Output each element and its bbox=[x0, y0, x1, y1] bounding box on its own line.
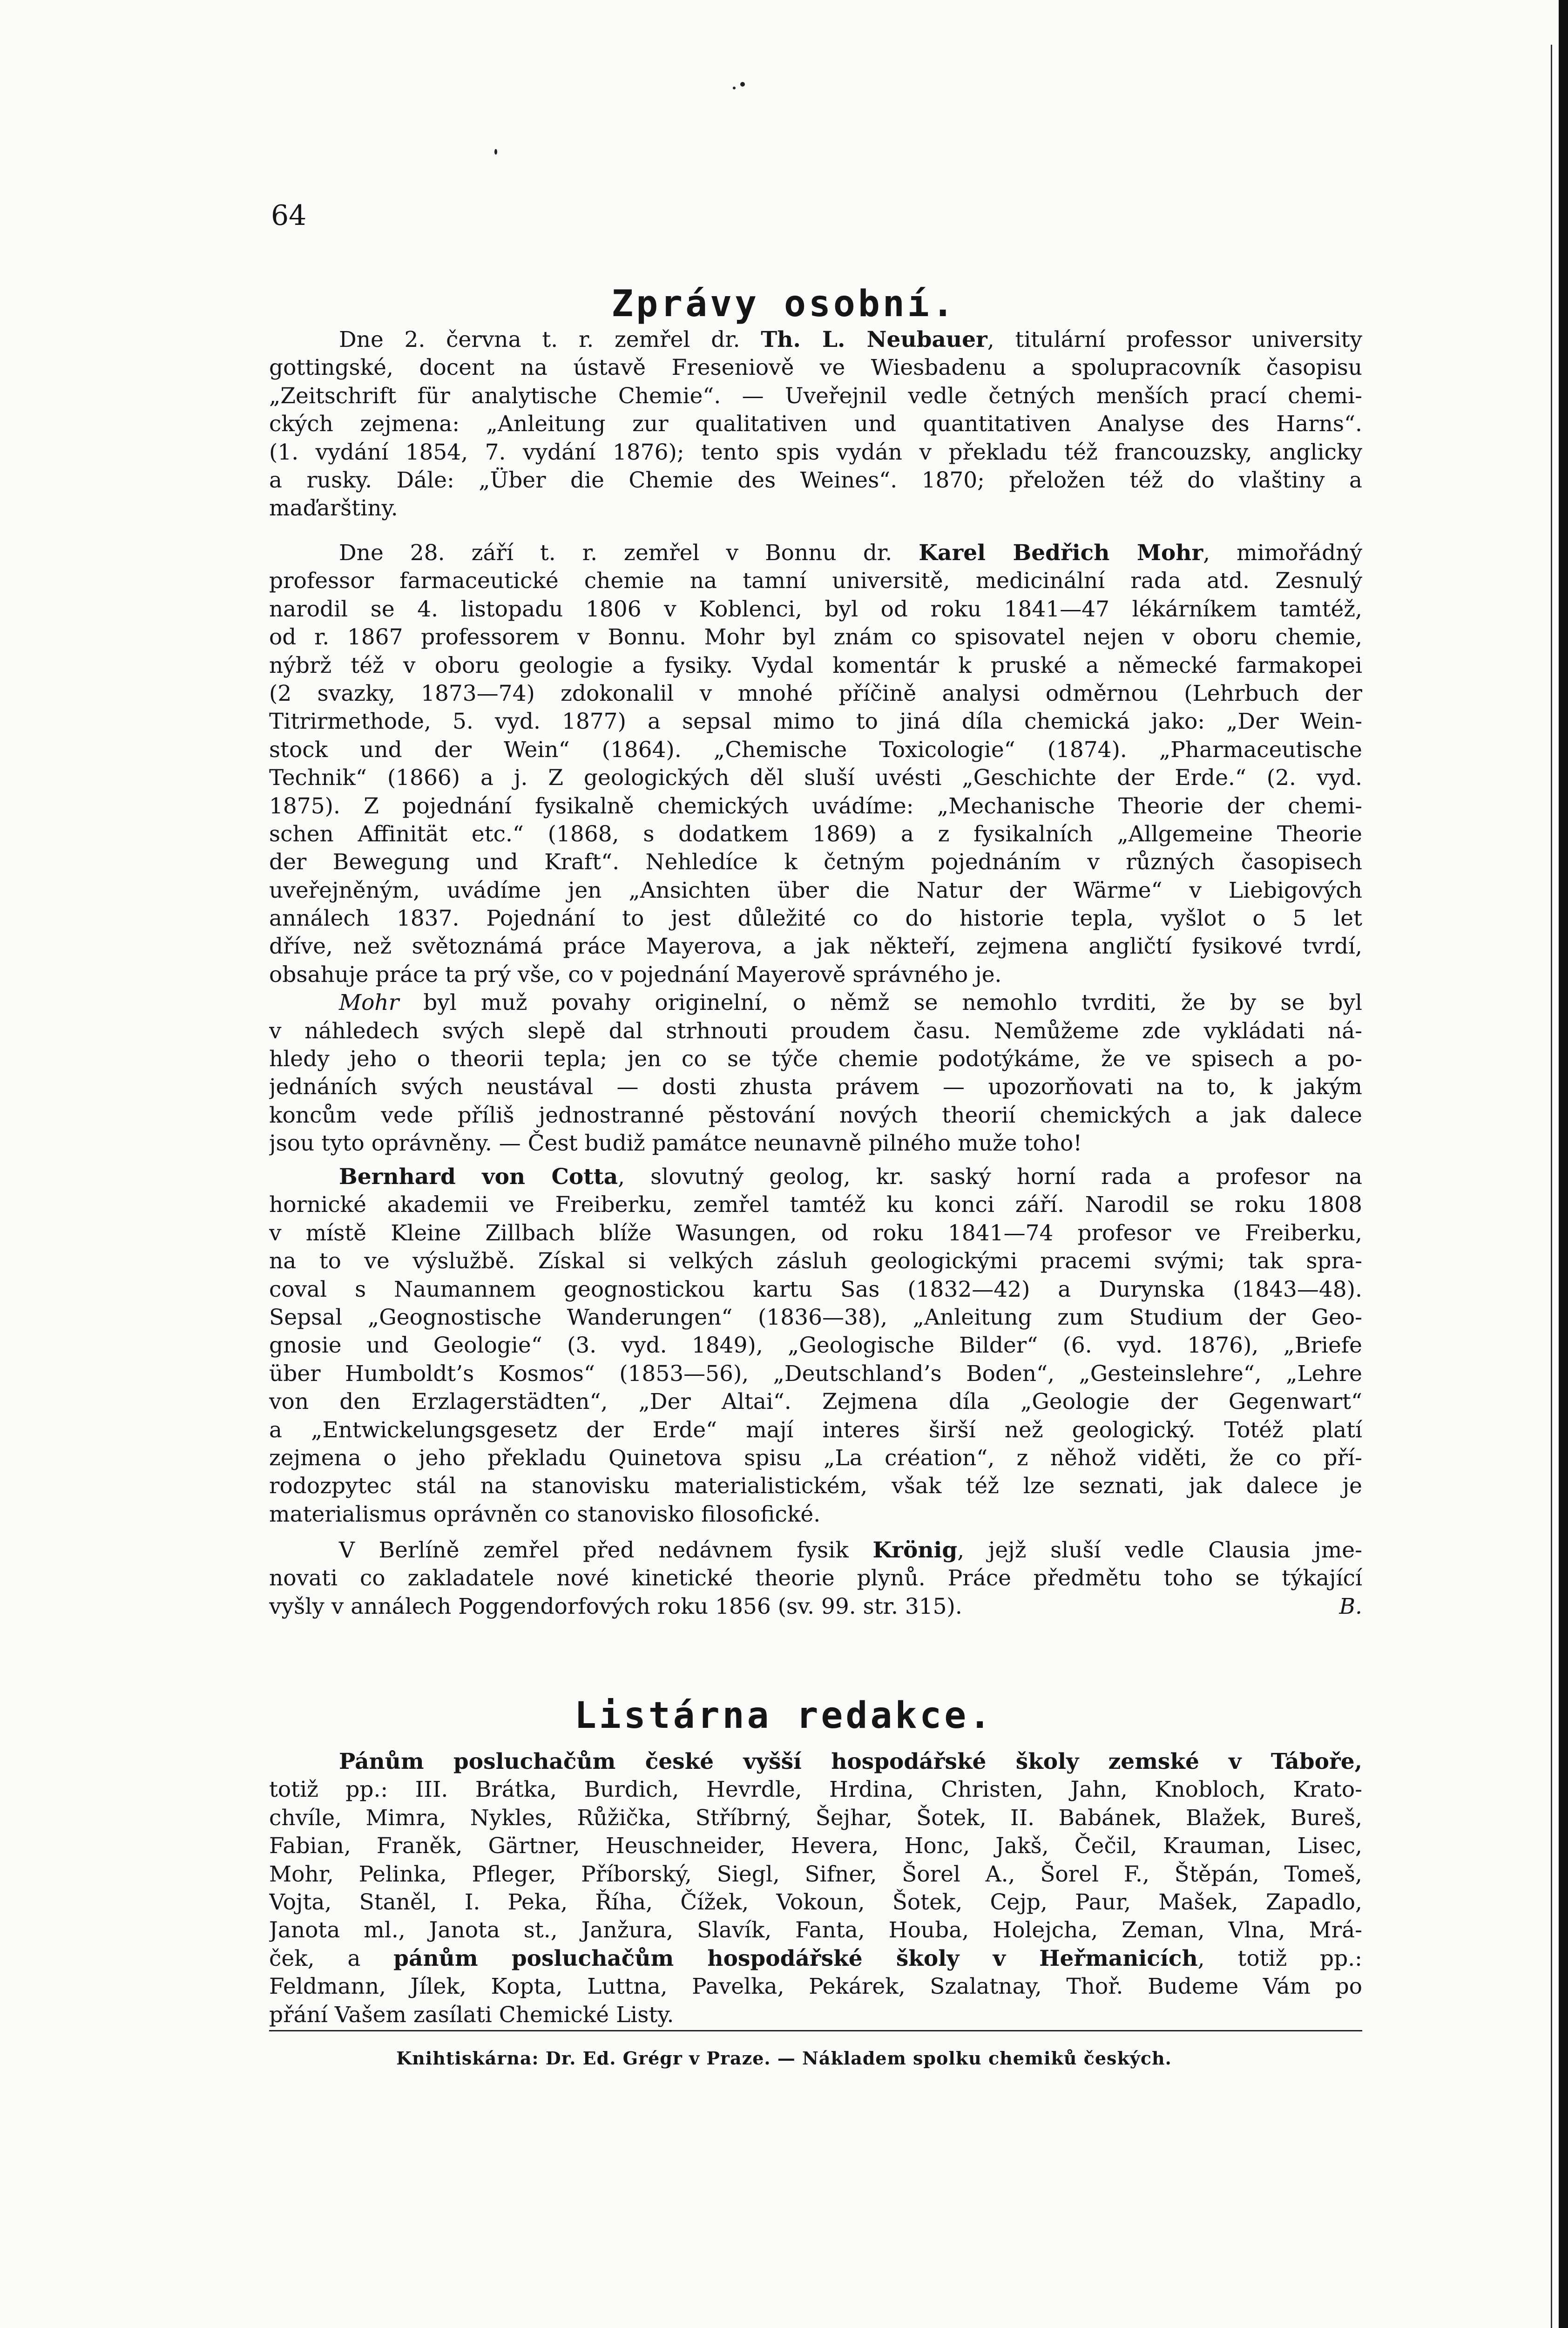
text-line: (1. vydání 1854, 7. vydání 1876); tento spis vydán v překladu též francouzsky, anglicky bbox=[269, 439, 1362, 465]
text-line: gnosie und Geologie“ (3. vyd. 1849), „Geologische Bilder“ (6. vyd. 1876), „Briefe bbox=[269, 1333, 1362, 1359]
dust-speck bbox=[740, 82, 745, 87]
text-line: přání Vašem zasílati Chemické Listy. bbox=[269, 2002, 674, 2028]
text-line: narodil se 4. listopadu 1806 v Koblenci, byl od roku 1841—47 lékárníkem tamtéž, bbox=[269, 596, 1362, 622]
text-line: chvíle, Mimra, Nykles, Růžička, Stříbrný, Šejhar, Šotek, II. Babánek, Blažek, Bureš, bbox=[269, 1805, 1362, 1831]
text-line: von den Erzlagerstädten“, „Der Altai“. Zejmena díla „Geologie der Gegenwart“ bbox=[269, 1389, 1362, 1415]
text-line: Feldmann, Jílek, Kopta, Luttna, Pavelka, Pekárek, Szalatnay, Thoř. Budeme Vám po bbox=[269, 1974, 1362, 2000]
text-line: ckých zejmena: „Anleitung zur qualitativen und quantitativen Analyse des Harns“. bbox=[269, 411, 1362, 437]
dust-speck bbox=[494, 149, 497, 155]
text-line: Janota ml., Janota st., Janžura, Slavík, Fanta, Houba, Holejcha, Zeman, Vlna, Mrá- bbox=[269, 1917, 1362, 1943]
text-line: a rusky. Dále: „Über die Chemie des Weines“. 1870; přeložen též do vlaštiny a bbox=[269, 467, 1362, 493]
text-line: obsahuje práce ta prý vše, co v pojednání Mayerově správného je. bbox=[269, 961, 1002, 988]
paragraph-kronig bbox=[269, 1536, 1362, 1621]
text-line: coval s Naumannem geognostickou kartu Sas (1832—42) a Durynska (1843—48). bbox=[269, 1276, 1362, 1302]
paragraph-neubauer bbox=[269, 326, 1362, 523]
person-name: Th. L. Neubauer bbox=[761, 327, 987, 352]
person-name: Krönig bbox=[872, 1537, 958, 1563]
text-line: gottingské, docent na ústavě Freseniově ve Wiesbadenu a spolupracovník časopisu bbox=[269, 355, 1362, 381]
text-line: vyšly v annálech Poggendorfových roku 1856 (sv. 99. str. 315). B. bbox=[269, 1593, 1362, 1621]
text-line: totiž pp.: III. Brátka, Burdich, Hevrdle, Hrdina, Christen, Jahn, Knobloch, Krato- bbox=[269, 1777, 1362, 1803]
text-line: Mohr, Pelinka, Pfleger, Příborský, Siegl, Sifner, Šorel A., Šorel F., Štěpán, Tomeš, bbox=[269, 1861, 1362, 1887]
text-line: über Humboldt’s Kosmos“ (1853—56), „Deutschland’s Boden“, „Gesteinslehre“, „Lehre bbox=[269, 1360, 1362, 1387]
text-line: maďarštiny. bbox=[269, 495, 398, 521]
text-line: Technik“ (1866) a j. Z geologických děl sluší uvésti „Geschichte der Erde.“ (2. vyd. bbox=[269, 765, 1362, 791]
text-line: Pánům posluchačům české vyšší hospodářské školy zemské v Táboře, bbox=[339, 1749, 1362, 1774]
text-line: 1875). Z pojednání fysikalně chemických uvádíme: „Mechanische Theorie der chemi- bbox=[269, 793, 1362, 819]
text-line: Bernhard von Cotta, slovutný geolog, kr. saský horní rada a profesor na bbox=[339, 1164, 1362, 1190]
text-line: Vojta, Staněl, I. Peka, Říha, Čížek, Vokoun, Šotek, Cejp, Paur, Mašek, Zapadlo, bbox=[269, 1889, 1362, 1915]
text-line: uveřejněným, uvádíme jen „Ansichten über die Natur der Wärme“ v Liebigových bbox=[269, 877, 1362, 903]
text-line: ček, a pánům posluchačům hospodářské školy v Heřmanicích, totiž pp.: bbox=[269, 1945, 1362, 1971]
page-edge-line bbox=[1551, 45, 1552, 2328]
text-line: a „Entwickelungsgesetz der Erde“ mají interes širší než geologický. Totéž platí bbox=[269, 1417, 1362, 1443]
signature: B. bbox=[1339, 1593, 1362, 1619]
person-name: Bernhard von Cotta bbox=[339, 1164, 618, 1190]
person-name: Karel Bedřich Mohr bbox=[919, 540, 1203, 566]
text-line: nýbrž též v oboru geologie a fysiky. Vydal komentár k pruské a německé farmakopei bbox=[269, 652, 1362, 678]
text-line: Dne 2. června t. r. zemřel dr. Th. L. Neubauer, titulární professor university bbox=[339, 327, 1362, 352]
text-line: Sepsal „Geognostische Wanderungen“ (1836—38), „Anleitung zum Studium der Geo- bbox=[269, 1304, 1362, 1330]
paragraph-letters bbox=[269, 1748, 1362, 2029]
paragraph-mohr bbox=[269, 539, 1362, 1158]
text-line: hledy jeho o theorii tepla; jen co se týče chemie podotýkáme, že ve spisech a po- bbox=[269, 1046, 1362, 1072]
text-line: od r. 1867 professorem v Bonnu. Mohr byl znám co spisovatel nejen v oboru chemie, bbox=[269, 624, 1362, 650]
text-line: v náhledech svých slepě dal strhnouti proudem času. Nemůžeme zde vykládati ná- bbox=[269, 1018, 1362, 1044]
text-line: rodozpytec stál na stanovisku materialistickém, však též lze seznati, jak dalece je bbox=[269, 1473, 1362, 1499]
text-line: „Zeitschrift für analytische Chemie“. — Uveřejnil vedle četných menších prací chemi- bbox=[269, 383, 1362, 409]
text-line: Fabian, Franěk, Gärtner, Heuschneider, Hevera, Honc, Jakš, Čečil, Krauman, Lisec, bbox=[269, 1833, 1362, 1859]
paragraph-cotta bbox=[269, 1163, 1362, 1529]
text-line: na to ve výslužbě. Získal si velkých zásluh geologickými pracemi svými; tak spra- bbox=[269, 1248, 1362, 1274]
text-line: Titrirmethode, 5. vyd. 1877) a sepsal mimo to jiná díla chemická jako: „Der Wein- bbox=[269, 709, 1362, 735]
text-line: zejmena o jeho překladu Quinetova spisu „La création“, z něhož viděti, že co pří- bbox=[269, 1445, 1362, 1471]
section-heading-letters: Listárna redakce. bbox=[574, 1695, 994, 1737]
text-line: stock und der Wein“ (1864). „Chemische Toxicologie“ (1874). „Pharmaceutische bbox=[269, 737, 1362, 763]
footer-rule bbox=[269, 2030, 1362, 2031]
text-line: dříve, než světoznámá práce Mayerova, a jak někteří, zejmena angličtí fysikové tvrdí, bbox=[269, 934, 1362, 960]
text-line: V Berlíně zemřel před nedávnem fysik Krönig, jejž sluší vedle Clausia jme- bbox=[339, 1537, 1362, 1563]
text-line: annálech 1837. Pojednání to jest důležité co do historie tepla, vyšlot o 5 let bbox=[269, 906, 1362, 932]
text-line: Dne 28. září t. r. zemřel v Bonnu dr. Karel Bedřich Mohr, mimořádný bbox=[339, 540, 1362, 566]
text-line: jsou tyto oprávněny. — Čest budiž památce neunavně pilného muže toho! bbox=[269, 1130, 1082, 1157]
text-line: v místě Kleine Zillbach blíže Wasungen, od roku 1841—74 profesor ve Freiberku, bbox=[269, 1220, 1362, 1246]
text-line: der Bewegung und Kraft“. Nehledíce k četným pojednáním v různých časopisech bbox=[269, 849, 1362, 875]
text-line: Mohr byl muž povahy originelní, o němž se nemohlo tvrditi, že by se byl bbox=[339, 990, 1362, 1016]
text-line: koncům vede příliš jednostranné pěstování nových theorií chemických a jak dalece bbox=[269, 1102, 1362, 1128]
text-line: jednáních svých neustával — dosti zhusta právem — upozorňovati na to, k jakým bbox=[269, 1074, 1362, 1100]
text-line: schen Affinität etc.“ (1868, s dodatkem 1869) a z fysikalních „Allgemeine Theorie bbox=[269, 821, 1362, 847]
dust-speck bbox=[733, 87, 736, 89]
page-edge-shadow bbox=[1559, 0, 1568, 2328]
page-number: 64 bbox=[271, 199, 307, 232]
text-line: materialismus oprávněn co stanovisko filosofické. bbox=[269, 1501, 821, 1527]
section-heading-personal: Zprávy osobní. bbox=[611, 283, 957, 325]
printer-imprint: Knihtiskárna: Dr. Ed. Grégr v Praze. — Nákladem spolku chemiků českých. bbox=[396, 2048, 1172, 2069]
text-line: (2 svazky, 1873—74) zdokonalil v mnohé příčině analysi odměrnou (Lehrbuch der bbox=[269, 680, 1362, 706]
text-line: hornické akademii ve Freiberku, zemřel tamtéž ku konci září. Narodil se roku 1808 bbox=[269, 1192, 1362, 1218]
text-line: novati co zakladatele nové kinetické theorie plynů. Práce předmětu toho se týkající bbox=[269, 1565, 1362, 1591]
text-line: professor farmaceutické chemie na tamní universitě, medicinální rada atd. Zesnulý bbox=[269, 568, 1362, 594]
